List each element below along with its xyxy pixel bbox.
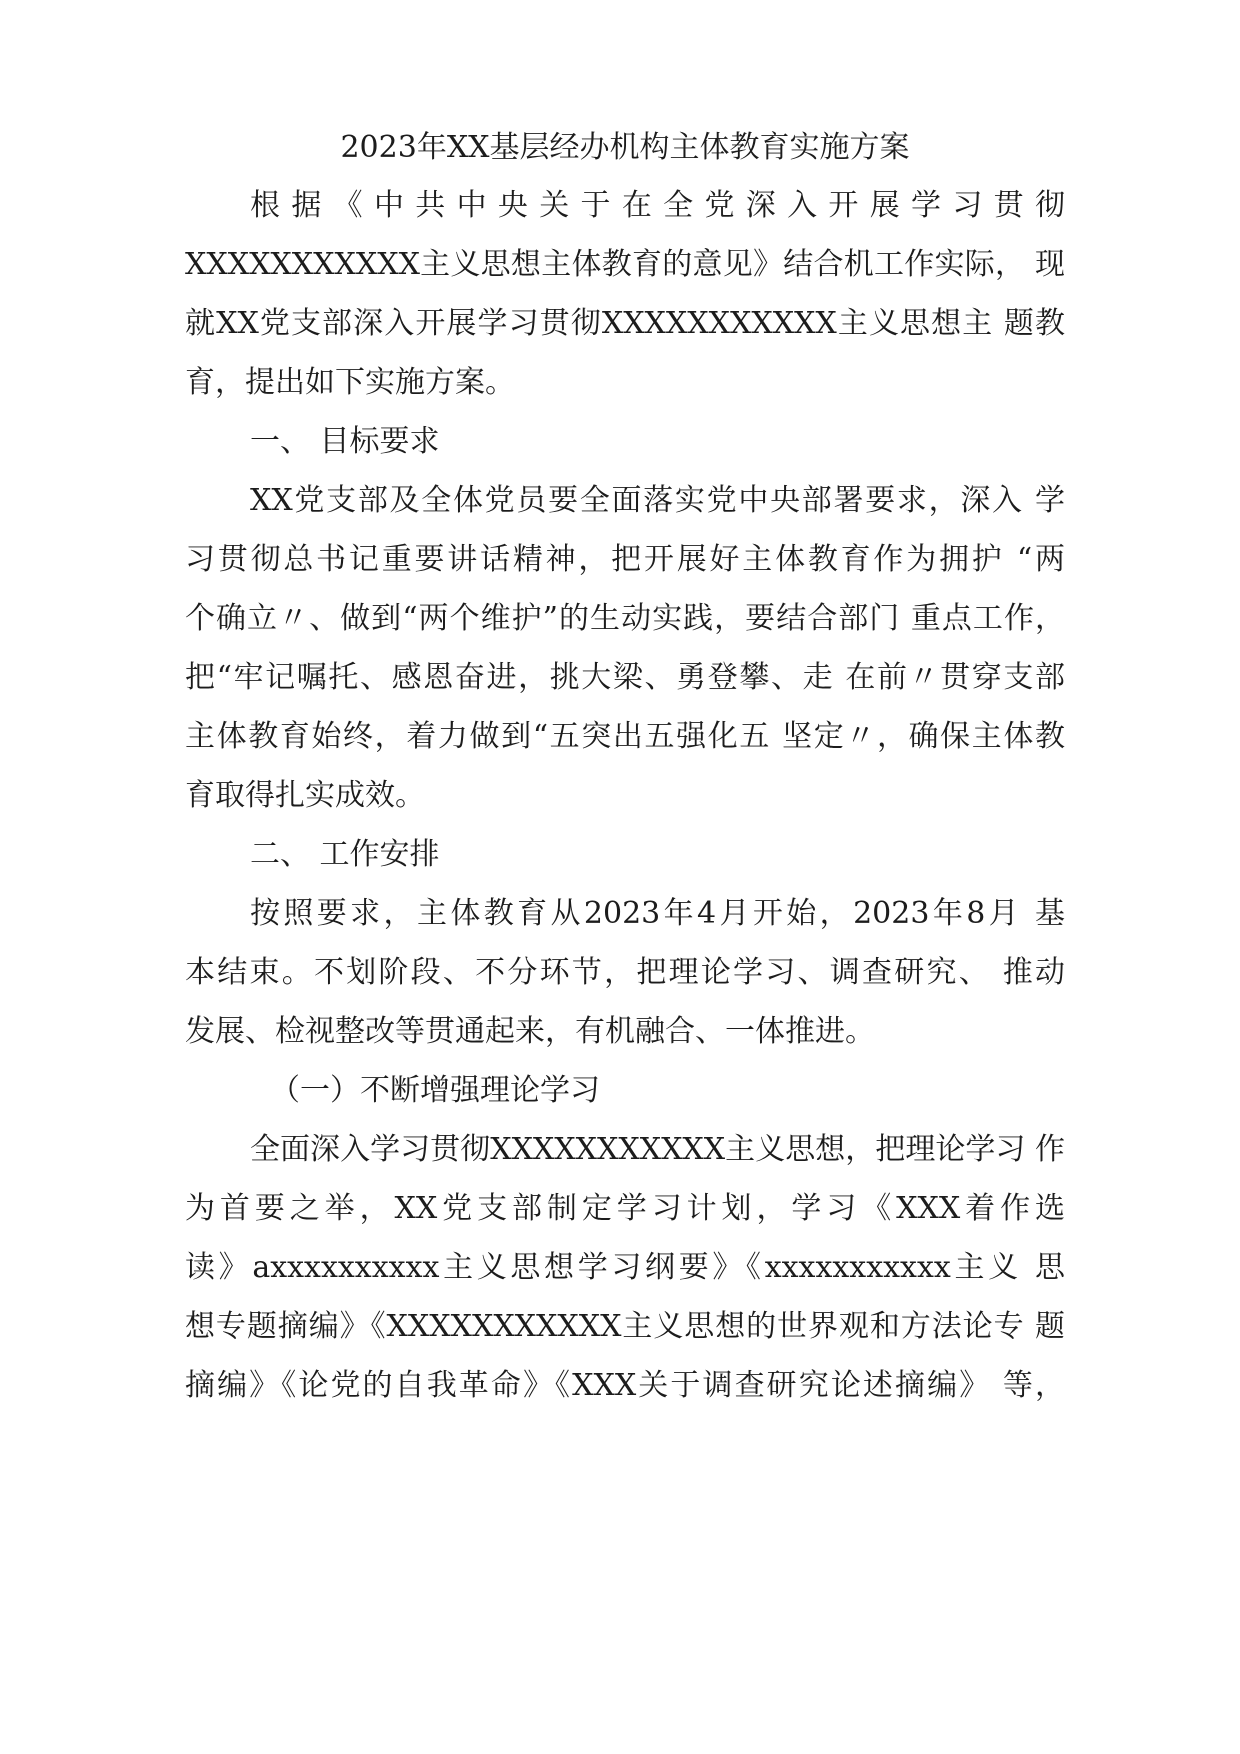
paragraph-line: 全面深入学习贯彻XXXXXXXXXXX主义思想，把理论学习 作 — [250, 1132, 1065, 1167]
paragraph-line: 个确立〃、做到“两个维护”的生动实践，要结合部门 重点工作， — [185, 601, 1065, 636]
paragraph-line: 主体教育始终，着力做到“五突出五强化五 坚定〃，确保主体教 — [185, 719, 1065, 754]
paragraph-line: 摘编》《论党的自我革命》《XXX关于调查研究论述摘编》 等， — [185, 1368, 1065, 1403]
section-heading: 二、 工作安排 — [250, 837, 440, 872]
paragraph-line: 育取得扎实成效。 — [185, 778, 425, 813]
section-heading: 一、 目标要求 — [250, 424, 440, 459]
paragraph-line: 读》axxxxxxxxxx主义思想学习纲要》《xxxxxxxxxxx主义 思 — [185, 1250, 1065, 1285]
paragraph-line: XX党支部及全体党员要全面落实党中央部署要求，深入 学 — [250, 483, 1065, 518]
paragraph-line: 就XX党支部深入开展学习贯彻XXXXXXXXXXX主义思想主 题教 — [185, 306, 1065, 341]
subsection-heading: （一）不断增强理论学习 — [270, 1073, 600, 1108]
paragraph-line: 想专题摘编》《XXXXXXXXXXX主义思想的世界观和方法论专 题 — [185, 1309, 1065, 1344]
document-title: 2023年XX基层经办机构主体教育实施方案 — [340, 130, 910, 165]
paragraph-line: 育，提出如下实施方案。 — [185, 365, 515, 400]
paragraph-line: 为首要之举，XX党支部制定学习计划，学习《XXX着作选 — [185, 1191, 1065, 1226]
paragraph-line: 把“牢记嘱托、感恩奋进，挑大梁、勇登攀、走 在前〃贯穿支部 — [185, 660, 1065, 695]
paragraph-line: 习贯彻总书记重要讲话精神，把开展好主体教育作为拥护 “两 — [185, 542, 1065, 577]
paragraph-line: XXXXXXXXXXX主义思想主体教育的意见》结合机工作实际， 现 — [185, 247, 1065, 282]
paragraph-line: 根据《中共中央关于在全党深入开展学习贯彻 — [250, 188, 1065, 223]
paragraph-line: 按照要求，主体教育从2023年4月开始，2023年8月 基 — [250, 896, 1065, 931]
paragraph-line: 发展、检视整改等贯通起来，有机融合、一体推进。 — [185, 1014, 875, 1049]
paragraph-line: 本结束。不划阶段、不分环节，把理论学习、调查研究、 推动 — [185, 955, 1065, 990]
